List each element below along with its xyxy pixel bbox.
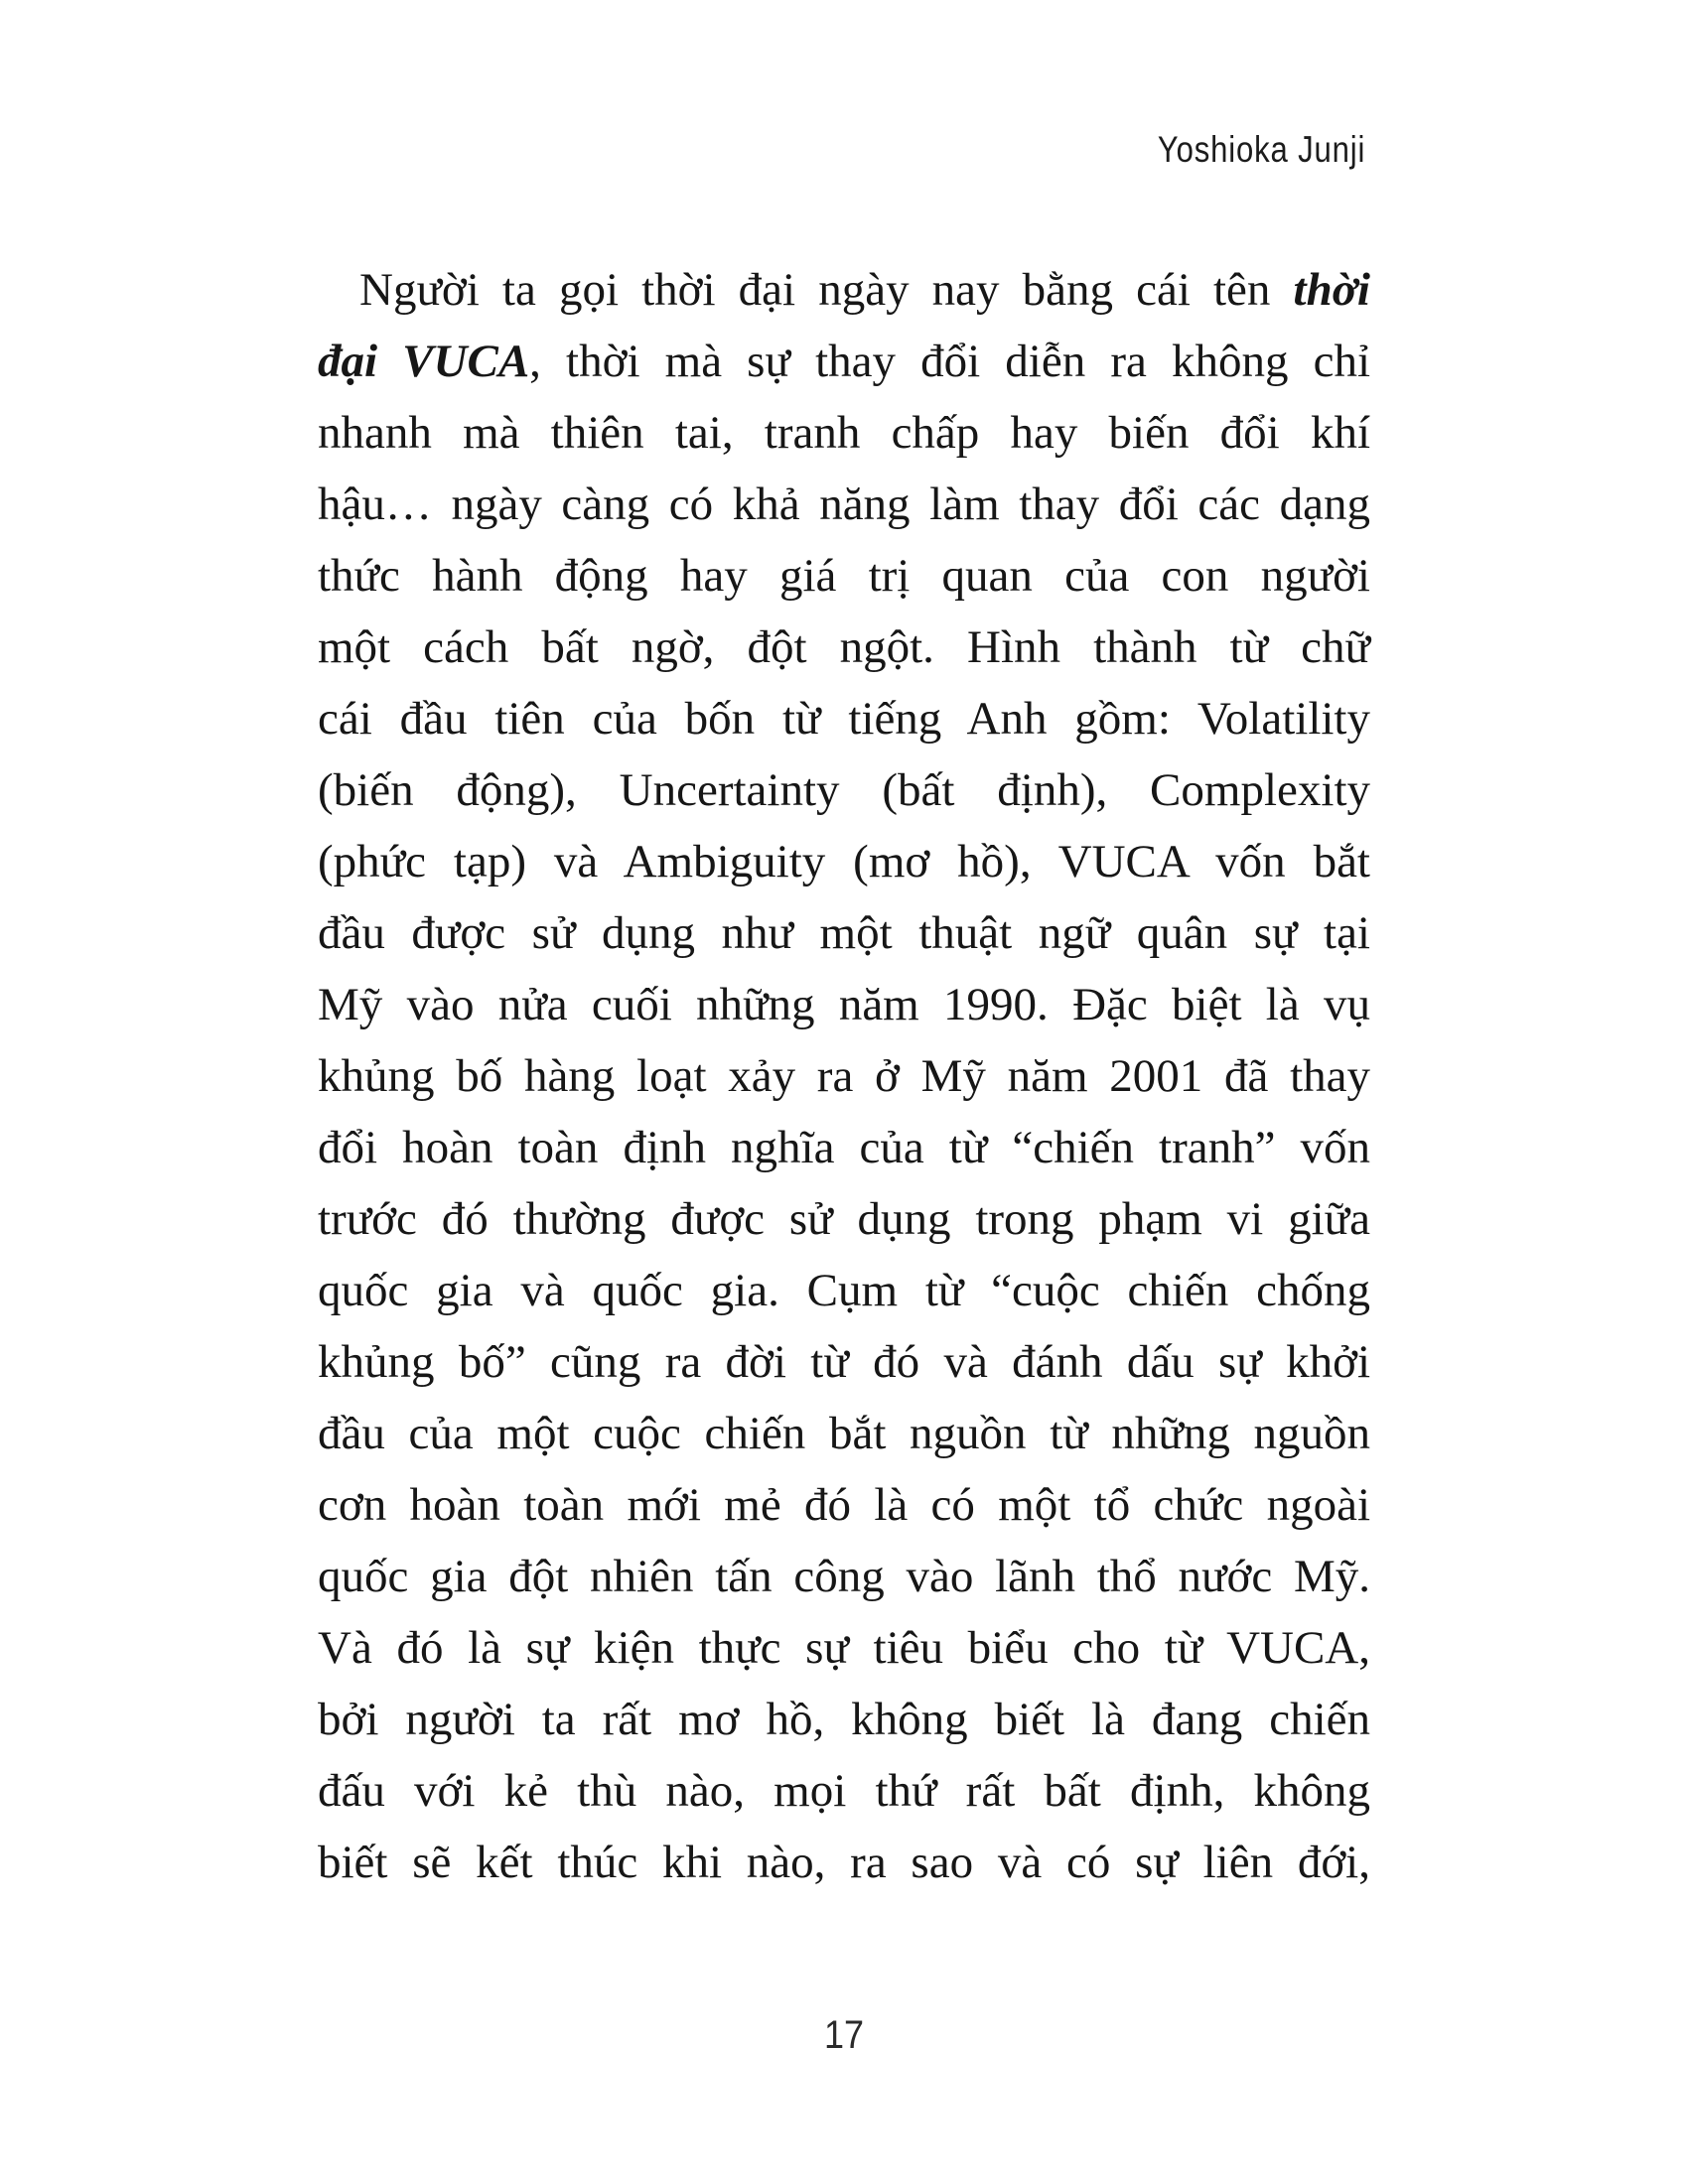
emphasized-text: thời (1293, 264, 1370, 316)
body-text-segment: (phức tạp) và Ambiguity (mơ hồ), VUCA vốn bắt (318, 836, 1370, 887)
body-text-segment: nhanh mà thiên tai, tranh chấp hay biến đổi khí (318, 407, 1370, 459)
body-text-segment: Người ta gọi thời đại ngày nay bằng cái tên (359, 264, 1294, 316)
running-header-author: Yoshioka Junji (1157, 129, 1365, 170)
body-text-segment: trước đó thường được sử dụng trong phạm vi giữa (318, 1193, 1370, 1245)
text-line (318, 254, 1370, 326)
text-line (318, 897, 1370, 969)
text-line (318, 397, 1370, 469)
body-text-segment: thức hành động hay giá trị quan của con người (318, 550, 1370, 602)
page-number: 17 (823, 2013, 865, 2057)
body-text-segment: hậu… ngày càng có khả năng làm thay đổi các dạng (318, 478, 1370, 530)
text-line (318, 1827, 1370, 1898)
text-line (318, 612, 1370, 683)
body-text-segment: khủng bố hàng loạt xảy ra ở Mỹ năm 2001 đã thay (318, 1050, 1370, 1102)
body-text-segment: đấu với kẻ thù nào, mọi thứ rất bất định, không (318, 1765, 1370, 1817)
body-text-segment: , thời mà sự thay đổi diễn ra không chỉ (529, 336, 1370, 387)
text-line (318, 326, 1370, 397)
body-text-segment: đầu của một cuộc chiến bắt nguồn từ những nguồn (318, 1408, 1370, 1459)
text-line (318, 1398, 1370, 1469)
body-text-segment: cơn hoàn toàn mới mẻ đó là có một tổ chức ngoài (318, 1479, 1370, 1531)
body-text-segment: đổi hoàn toàn định nghĩa của từ “chiến tranh” vốn (318, 1122, 1370, 1173)
body-text-segment: Mỹ vào nửa cuối những năm 1990. Đặc biệt là vụ (318, 979, 1370, 1030)
text-line (318, 1183, 1370, 1255)
text-line (318, 1255, 1370, 1326)
text-line (318, 1469, 1370, 1541)
body-text-segment: một cách bất ngờ, đột ngột. Hình thành từ chữ (318, 621, 1370, 673)
text-line (318, 1541, 1370, 1612)
emphasized-text: đại VUCA (318, 336, 530, 387)
text-line (318, 1040, 1370, 1112)
paragraph (318, 254, 1370, 1898)
text-line (318, 1755, 1370, 1827)
text-line (318, 969, 1370, 1040)
body-text-segment: quốc gia đột nhiên tấn công vào lãnh thổ nước Mỹ. (318, 1551, 1370, 1602)
text-line (318, 1112, 1370, 1183)
body-text-segment: đầu được sử dụng như một thuật ngữ quân sự tại (318, 907, 1370, 959)
text-line (318, 1326, 1370, 1398)
text-line (318, 683, 1370, 754)
text-line (318, 469, 1370, 540)
body-text-segment: Và đó là sự kiện thực sự tiêu biểu cho từ VUCA, (318, 1622, 1370, 1674)
text-line (318, 540, 1370, 612)
text-line (318, 826, 1370, 897)
body-text-segment: biết sẽ kết thúc khi nào, ra sao và có sự liên đới, (318, 1837, 1370, 1888)
body-text-segment: (biến động), Uncertainty (bất định), Complexity (318, 764, 1370, 816)
body-text-segment: bởi người ta rất mơ hồ, không biết là đang chiến (318, 1694, 1370, 1745)
body-text-segment: khủng bố” cũng ra đời từ đó và đánh dấu sự khởi (318, 1336, 1370, 1388)
body-text-segment: cái đầu tiên của bốn từ tiếng Anh gồm: Volatility (318, 693, 1370, 745)
text-line (318, 1612, 1370, 1684)
body-text-segment: quốc gia và quốc gia. Cụm từ “cuộc chiến chống (318, 1265, 1370, 1316)
text-line (318, 754, 1370, 826)
text-line (318, 1684, 1370, 1755)
